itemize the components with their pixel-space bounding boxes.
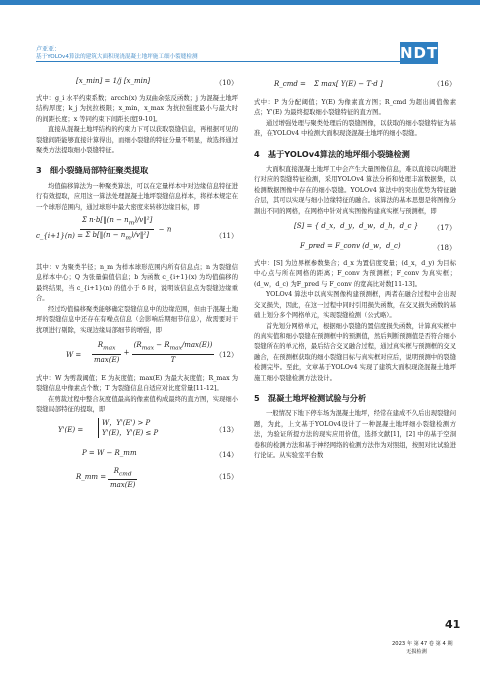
paragraph: 式中：P 为分配阈值；Y(E) 为像素直方图；R_cmd 为超出阈值像素点；Y'(E) 为最终提取细小裂缝特征的直方图。 (254, 99, 456, 117)
equation-17 (254, 219, 456, 237)
journal-name: 无损检测 (406, 649, 427, 655)
equation-12 (36, 338, 238, 372)
equation-15-number: （15） (215, 472, 238, 481)
equation-13-case1: W，Y'(E') > P (102, 418, 151, 427)
equation-16-lhs: R_cmd = (274, 80, 306, 88)
header-bar (0, 0, 480, 5)
paragraph: 式中：g_i 水平约束系数；arcch(x) 为双曲余弦反函数；j 为混凝土地坪结构厚度；k_j 为抗拉极限；x_min，x_max 为抗拉强度最小与最大时的间距长度；x 等同约束下间距长度[9-10]。 (36, 95, 238, 123)
paragraph: 经过均值偏移聚类能够确定裂缝信息中的边缘范围，但由于混凝土地坪的裂缝信息中还存在有噪点信息（会影响后期细节信息），故需要对干扰项进行剔除，实现边缘局部细节的增强，即 (36, 305, 238, 334)
equation-18-number: （18） (433, 244, 456, 253)
header-author: 卢亚亚： (36, 46, 61, 53)
equation-11-lhs: c_{i+1}(n) = (36, 232, 83, 241)
journal-logo: NDT (400, 44, 439, 62)
equation-18 (254, 239, 456, 257)
paragraph: 式中：W 为剪裁阈值；E 为灰度值；max(E) 为最大灰度值；R_max 为裂缝信息中像素点个数；T 为裂缝信息自适应对比度常量[11-12]。 (36, 374, 238, 393)
equation-15-lhs: R_mm = (76, 472, 107, 481)
page-header (0, 0, 480, 66)
equation-12-number: （12） (215, 350, 238, 359)
section-heading-3: 3 细小裂缝局部特征聚类提取 (36, 165, 149, 176)
left-column (36, 72, 238, 492)
equation-14-number: （14） (215, 450, 238, 459)
equation-12-body: $\frac{R_{max}}{\max(E)}$ + $\frac{(R_{max} - R_{max}/\max(E))}{T}$ (94, 340, 213, 364)
equation-17-body: [S] = { d_x，d_y，d_w，d_h，d_c } (294, 222, 419, 231)
section-heading-4: 4 基于YOLOv4算法的地坪细小裂缝检测 (254, 148, 410, 159)
header-title: 基于YOLOv4算法的建筑大面积现浇混凝土地坪施工细小裂缝检测 (36, 54, 198, 60)
equation-11-number: （11） (215, 232, 238, 241)
paragraph: 首先划分网格单元，根据细小裂缝的置信度损失函数，计算真实框中的真实值和细小裂缝在预测框中的预测值，然后判断预测值是否符合细小裂缝所在的单元格，最后结合交叉融合过程，通过真实框与预测框的交叉融合，在预测框获取的细小裂缝目标与真实框对应后，说明预测中的裂缝检测完毕。至此，文章基于YOLOv4 实现了建筑大面积现浇混凝土地坪施工细小裂缝检测方法设计。 (254, 322, 456, 382)
equation-12-lhs: W = (66, 350, 82, 359)
paragraph: YOLOv4 算法中以真实图像构建预测框，两者在融合过程中会出现交叉损失，因此，在这一过程中同时引用损失函数，在交叉损失函数的基础上划分多个网格单元，实现裂缝检测（公式略）。 (254, 291, 456, 320)
equation-15 (36, 466, 238, 490)
equation-13-lhs: Y'(E) = (58, 425, 84, 434)
equation-17-number: （17） (433, 224, 456, 233)
paragraph: 均值偏移算法为一种聚类算法，可以在定量样本中对边缘信息特征进行有效提取，应用这一算法处理混凝土地坪裂缝信息样本，将样本规定在一个球形范围内，通过球形中最大密度来转移边缘目标，即 (36, 182, 238, 211)
paragraph: 在剪裁过程中整合灰度值最高的像素值构成最终的直方图，实现细小裂缝局部特征的提取，即 (36, 395, 238, 414)
equation-13 (36, 418, 238, 444)
equation-10-body: [x_min] = 1/j [x_min] (76, 77, 151, 85)
equation-11 (36, 215, 238, 261)
right-column (254, 72, 456, 461)
equation-18-body: F_pred = F_conv (d_w，d_c) (300, 242, 401, 251)
paragraph: 大面积直接混凝土地坪工中会产生大量图像信息，难以直接以肉眼进行对应的裂缝特征检测，采用YOLOv4 算法分析和处理丰富数据集，以检测数据图像中存在的细小裂缝。YOLOv4 算法中的突出优势为特征融合层，其可以实现与细小边缘特征的融合。该算法的基本思想是将图像分割出不同的网格，在网格中针对真实图像构建真实框与预测框，即 (254, 166, 456, 215)
equation-10 (36, 74, 238, 92)
equation-14-body: P = W − R_mm (82, 448, 137, 457)
header-rule (36, 61, 424, 62)
equation-13-case2: Y'(E)，Y'(E) ≤ P (102, 428, 159, 437)
equation-13-cases (98, 418, 158, 439)
paragraph: 一般情况下地下停车场为混凝土地坪，经常在建成不久后出现裂缝问题，为此，上文基于YOLOv4设计了一种混凝土地坪细小裂缝检测方法，为验证所提方法的现实应用价值，选择文献[1]，[2] 中的基于空洞卷积的检测方法和基于神经网络的检测方法作为对照组，按照对比试验进行论证。从实验室平台数 (254, 410, 456, 459)
section-heading-5: 5 混凝土地坪检测试验与分析 (254, 392, 367, 403)
equation-16 (254, 74, 456, 96)
equation-16-body: Σ max[ Y(E) − T·d ] (314, 80, 383, 88)
equation-14 (36, 446, 238, 464)
equation-16-number: （16） (433, 80, 456, 88)
issue-info: 2023 年 第 47 卷 第 4 期 (392, 641, 453, 647)
equation-10-number: （10） (215, 79, 238, 87)
equation-13-number: （13） (215, 425, 238, 434)
paragraph: 通过增强处理与聚类处理后的裂缝图像，以获取的细小裂缝特征为基准，在YOLOv4 中检测大面积现浇混凝土地坪的细小裂缝。 (254, 119, 456, 138)
paragraph: 式中：[S] 为边界框参数集合；d_x 为置信度变量；(d_x，d_y) 为目标中心点与所在网格的距离；F_conv 为预测框；F_conv 为真实框；(d_w，d_c) 为F_pred 与 F_conv 的宽高比对数[11-13]。 (254, 260, 456, 288)
paragraph: 直接从混凝土地坪结构的约束力下可以获取裂缝信息，再根据可见的裂缝间距能够直接计算得出，而细小裂缝的特征分量不明显，故选择通过聚类方法提取细小裂缝特征。 (36, 126, 238, 155)
equation-15-fraction: $\frac{R_{cmd}}{\max(E)}$ (110, 466, 136, 490)
page-number: 41 (445, 618, 461, 631)
paragraph: 其中：v 为聚类半径；n_m 为样本球形范围内所有信息点；n 为裂缝信息样本中心；Q 为张量偏值信息；b 为函数 c_{i+1}(x) 为均值偏移的最终结果，当 c_{i+1}(n) 的值小于 δ 时，说明该信息点为裂缝边缘重合。 (36, 264, 238, 303)
equation-11-fraction: $\frac{\Sigma n\cdot b[‖(n - n_m)/v‖^2]}{\Sigma b[‖(n - n_m)/v‖^2]}$ − n (82, 216, 172, 242)
